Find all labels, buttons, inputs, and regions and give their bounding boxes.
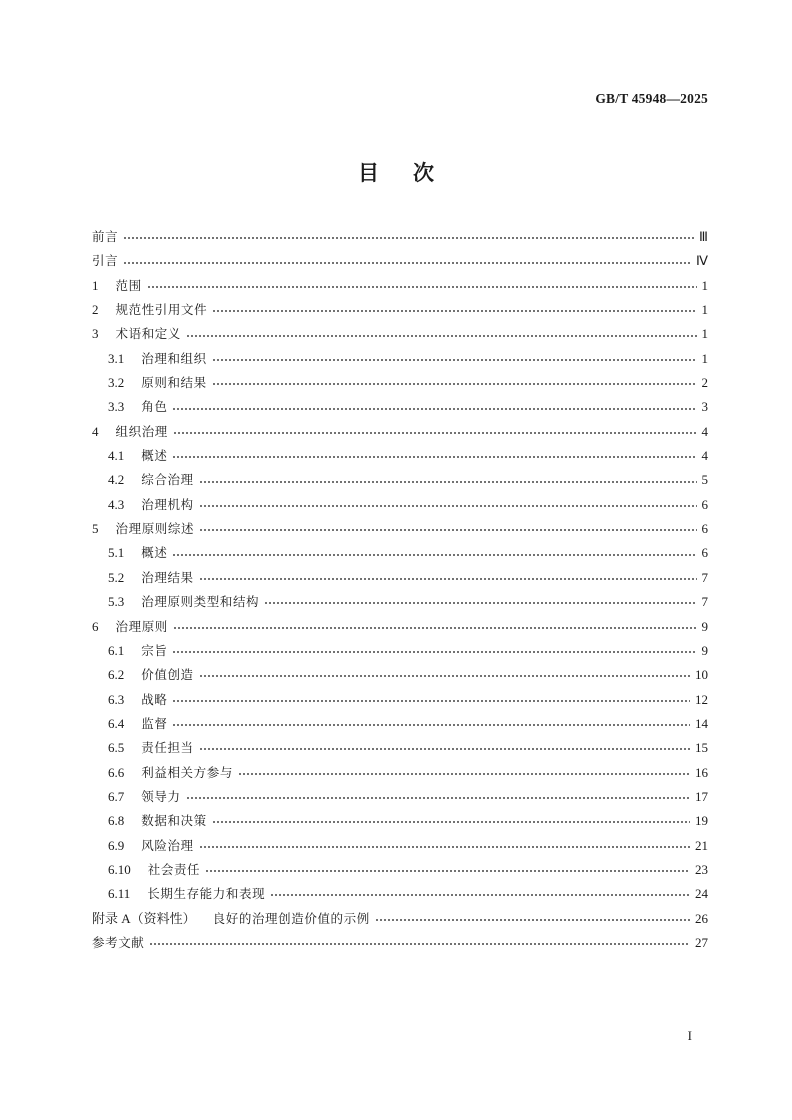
toc-title: 宗旨 [141,642,168,658]
toc-dot-leader [173,456,696,458]
toc-number: 5.3 [108,594,125,610]
toc-page-number: 26 [695,910,708,926]
toc-number: 6.11 [108,886,131,902]
toc-entry[interactable] [92,931,708,955]
toc-dot-leader [213,821,690,823]
toc-title: 社会责任 [147,861,201,877]
toc-dot-leader [187,335,696,337]
toc-page-number: 16 [695,764,708,780]
document-code: GB/T 45948—2025 [595,91,708,106]
toc-title: 前言 [92,229,119,244]
toc-dot-leader [173,700,690,702]
toc-page-number: 24 [695,886,708,902]
toc-number: 3 [92,326,99,342]
toc-dot-leader [200,675,690,677]
toc-dot-leader [173,724,690,726]
toc-title: 领导力 [141,788,181,804]
toc-entry[interactable] [92,298,708,322]
toc-page-number: 1 [701,277,708,293]
toc-entry[interactable] [92,493,708,517]
toc-page-number: 12 [695,691,708,707]
toc-title: 治理原则综述 [115,521,195,537]
toc-page-number: 10 [695,667,708,683]
toc-entry[interactable] [92,639,708,663]
toc-number: 4.2 [108,472,125,488]
toc-title: 责任担当 [141,740,194,756]
toc-entry[interactable] [92,347,708,371]
toc-dot-leader [150,943,690,945]
toc-entry[interactable] [92,615,708,639]
toc-dot-leader [200,481,697,483]
toc-title: 治理结果 [141,569,194,585]
toc-page-number: 15 [695,740,708,756]
toc-entry[interactable] [92,566,708,590]
toc-dot-leader [271,894,690,896]
toc-dot-leader [173,554,696,556]
toc-entry[interactable] [92,809,708,833]
toc-dot-leader [124,237,694,239]
toc-number: 5 [92,521,99,537]
toc-number: 4.1 [108,448,125,464]
toc-entry[interactable] [92,663,708,687]
toc-dot-leader [376,919,690,921]
toc-entry[interactable] [92,468,708,492]
toc-dot-leader [174,432,697,434]
toc-page-number: 9 [701,642,708,658]
toc-title: 范围 [115,277,142,293]
toc-page-number: 17 [695,788,708,804]
toc-number: 3.2 [108,375,125,391]
toc-page-number: 27 [695,934,708,950]
toc-page-number: 21 [695,837,708,853]
toc-page-number: 9 [701,618,708,634]
page-title: 目次 [358,161,468,185]
toc-page-number: 1 [701,326,708,342]
toc-entry[interactable] [92,420,708,444]
toc-dot-leader [173,408,696,410]
toc-title: 价值创造 [141,667,194,683]
toc-number: 6 [92,618,99,634]
toc-entry[interactable] [92,322,708,346]
toc-entry[interactable] [92,785,708,809]
toc-entry[interactable] [92,541,708,565]
toc-title: 角色 [141,399,168,415]
toc-entry[interactable] [92,834,708,858]
table-of-contents [92,225,708,955]
toc-entry[interactable] [92,274,708,298]
toc-dot-leader [200,529,696,531]
toc-page-number: 7 [701,569,708,585]
toc-dot-leader [265,602,696,604]
toc-number: 3.3 [108,399,125,415]
toc-entry[interactable] [92,761,708,785]
toc-entry[interactable] [92,712,708,736]
toc-page-number: 14 [695,715,708,731]
toc-number: 2 [92,302,99,318]
toc-dot-leader [200,505,697,507]
toc-dot-leader [239,773,690,775]
toc-number: 1 [92,277,99,293]
toc-entry[interactable] [92,590,708,614]
toc-number: 6.9 [108,837,125,853]
toc-page-number: 3 [701,399,708,415]
toc-page-number: Ⅲ [699,229,708,244]
toc-title: 长期生存能力和表现 [147,886,266,902]
toc-title: 治理原则类型和结构 [141,594,260,610]
toc-number: 6.10 [108,861,131,877]
toc-number: 附录 A（资料性） [92,910,196,926]
toc-title: 治理和组织 [141,350,207,366]
toc-page-number: 5 [701,472,708,488]
toc-page-number: 4 [701,423,708,439]
toc-title: 数据和决策 [141,813,207,829]
toc-number: 6.8 [108,813,125,829]
toc-title: 战略 [141,691,168,707]
toc-number: 4 [92,423,99,439]
toc-number: 6.2 [108,667,125,683]
toc-entry[interactable] [92,225,708,249]
toc-number: 5.1 [108,545,125,561]
toc-number: 4.3 [108,496,125,512]
toc-title: 良好的治理创造价值的示例 [212,910,370,926]
toc-dot-leader [174,627,697,629]
toc-entry[interactable] [92,736,708,760]
toc-title: 监督 [141,715,168,731]
toc-title: 引言 [92,253,119,269]
toc-title: 利益相关方参与 [141,764,233,780]
toc-number: 6.3 [108,691,125,707]
toc-dot-leader [200,578,697,580]
toc-title: 治理原则 [115,618,168,634]
toc-page-number: 6 [701,545,708,561]
toc-dot-leader [213,359,697,361]
toc-page-number: 6 [701,496,708,512]
toc-dot-leader [206,870,690,872]
toc-title: 综合治理 [141,472,194,488]
toc-page-number: 6 [701,521,708,537]
toc-title: 概述 [141,545,168,561]
toc-entry[interactable] [92,371,708,395]
toc-entry[interactable] [92,395,708,419]
toc-title: 参考文献 [92,934,145,950]
toc-title: 术语和定义 [115,326,182,342]
toc-title: 原则和结果 [141,375,207,391]
toc-page-number: Ⅳ [696,253,708,269]
toc-page-number: 19 [695,813,708,829]
toc-dot-leader [200,748,690,750]
toc-title: 规范性引用文件 [115,302,208,318]
toc-number: 6.1 [108,642,125,658]
toc-dot-leader [173,651,696,653]
toc-title: 概述 [141,448,168,464]
toc-entry[interactable] [92,907,708,931]
toc-number: 6.7 [108,788,125,804]
toc-entry[interactable] [92,858,708,882]
toc-number: 6.4 [108,715,125,731]
toc-number: 5.2 [108,569,125,585]
toc-dot-leader [213,310,696,312]
toc-page-number: 2 [701,375,708,391]
toc-dot-leader [187,797,690,799]
toc-entry[interactable] [92,517,708,541]
toc-entry[interactable] [92,249,708,273]
toc-dot-leader [213,383,697,385]
toc-entry[interactable] [92,444,708,468]
toc-number: 3.1 [108,350,125,366]
toc-title: 治理机构 [141,496,194,512]
toc-title: 组织治理 [115,423,168,439]
toc-number: 6.5 [108,740,125,756]
page-number: I [687,1028,692,1043]
toc-page-number: 23 [695,861,708,877]
toc-dot-leader [200,846,690,848]
toc-number: 6.6 [108,764,125,780]
toc-dot-leader [124,262,691,264]
toc-page-number: 7 [701,594,708,610]
toc-entry[interactable] [92,882,708,906]
toc-entry[interactable] [92,688,708,712]
toc-dot-leader [148,286,697,288]
toc-page-number: 1 [701,302,708,318]
toc-title: 风险治理 [141,837,194,853]
toc-page-number: 4 [701,448,708,464]
toc-page-number: 1 [701,350,708,366]
